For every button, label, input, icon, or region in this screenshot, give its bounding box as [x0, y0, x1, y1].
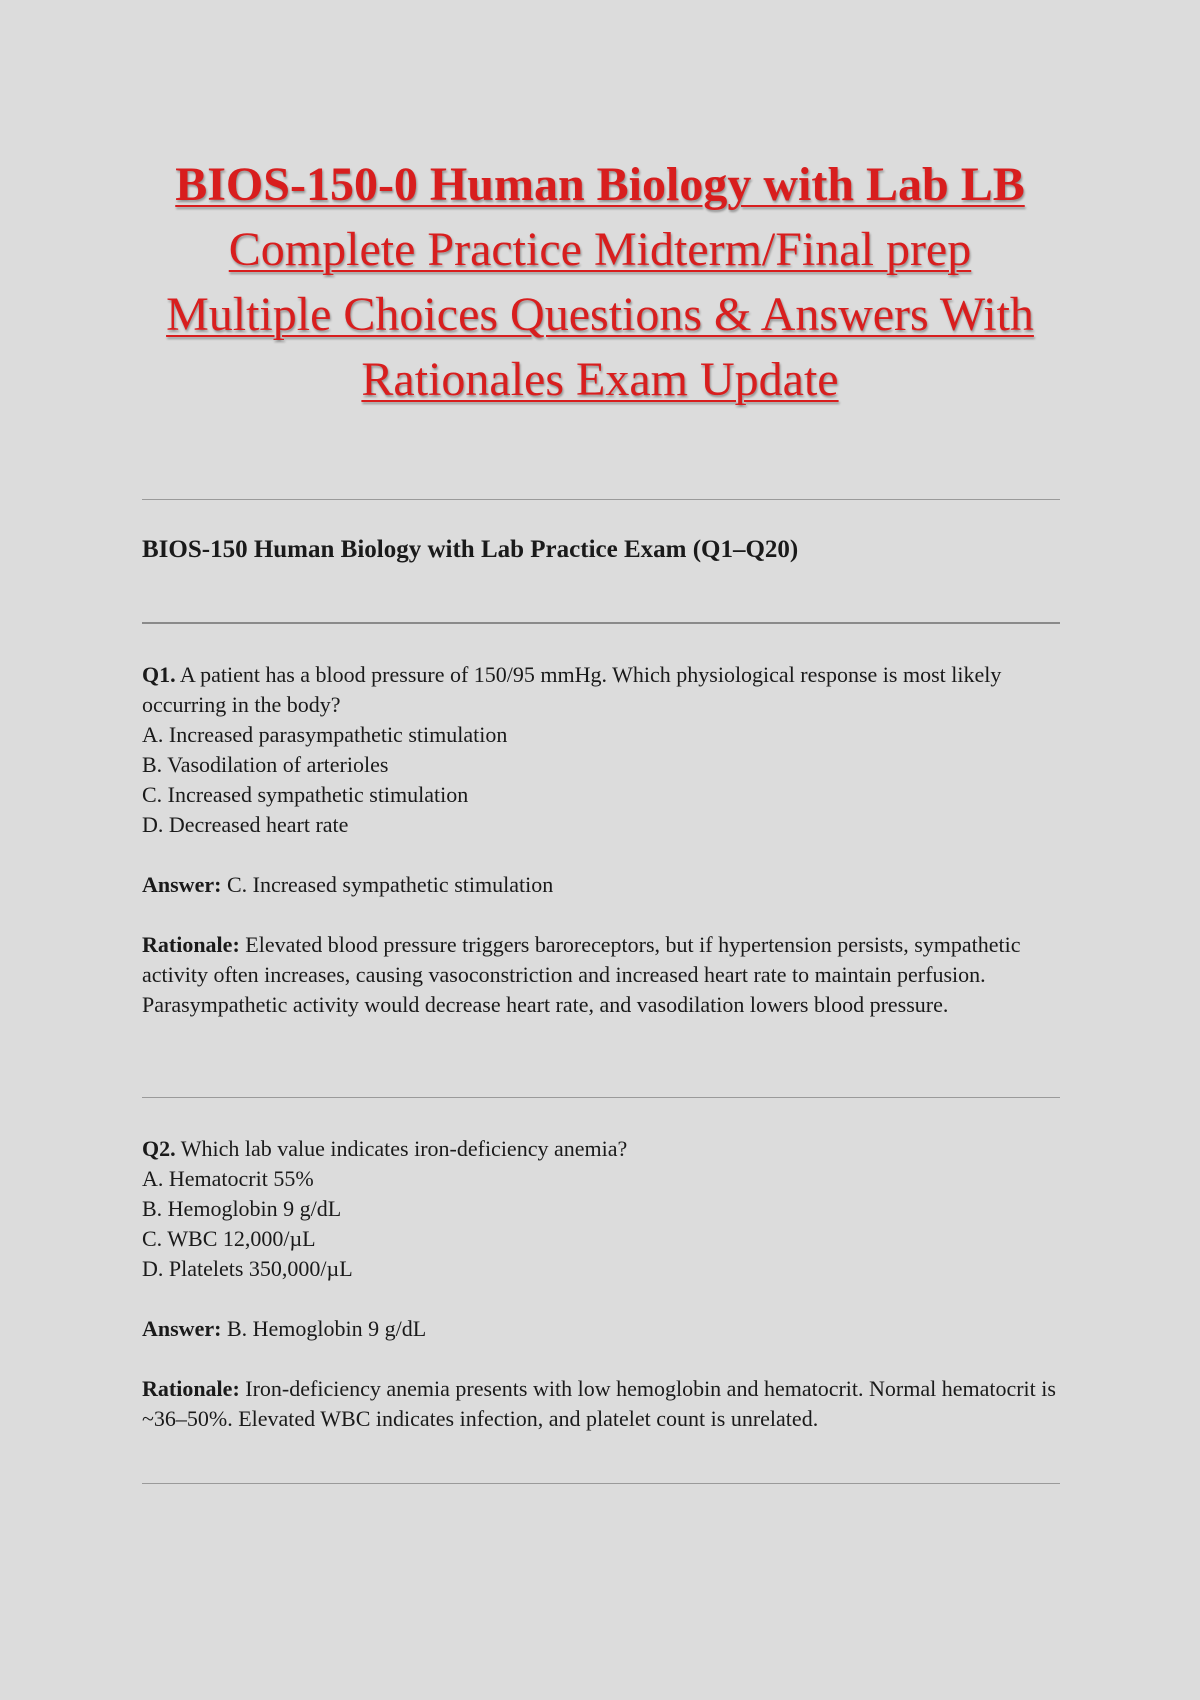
option-b: B. Hemoglobin 9 g/dL — [142, 1196, 342, 1221]
option-a: A. Hematocrit 55% — [142, 1166, 314, 1191]
rationale-line — [142, 1374, 1062, 1434]
answer-label: Answer: — [142, 872, 222, 897]
title-line-2: Complete Practice Midterm/Final prep — [228, 223, 972, 276]
divider — [142, 499, 1060, 500]
divider — [142, 1483, 1060, 1484]
document-title — [100, 152, 1100, 412]
rationale-label: Rationale: — [142, 1376, 240, 1401]
rationale-line — [142, 930, 1062, 1020]
option-c: C. Increased sympathetic stimulation — [142, 782, 469, 807]
answer-line — [142, 870, 1062, 900]
question-text — [142, 1134, 1062, 1164]
divider — [142, 622, 1060, 624]
question-stem: Which lab value indicates iron-deficiency anemia? — [180, 1136, 628, 1161]
question-stem: A patient has a blood pressure of 150/95 mmHg. Which physiological response is most likely occurring in the body? — [142, 662, 1002, 717]
question-number: Q2. — [142, 1136, 176, 1161]
title-line-1: BIOS-150-0 Human Biology with Lab LB — [175, 158, 1025, 211]
answer-label: Answer: — [142, 1316, 222, 1341]
divider — [142, 1097, 1060, 1098]
option-d: D. Decreased heart rate — [142, 812, 349, 837]
rationale-label: Rationale: — [142, 932, 240, 957]
section-heading: BIOS-150 Human Biology with Lab Practice Exam (Q1–Q20) — [142, 536, 799, 563]
option-c: C. WBC 12,000/µL — [142, 1226, 316, 1251]
title-line-4: Rationales Exam Update — [361, 353, 839, 406]
question-block-q1 — [142, 660, 1062, 1020]
question-block-q2 — [142, 1134, 1062, 1434]
rationale-text: Iron-deficiency anemia presents with low hemoglobin and hematocrit. Normal hematocrit is ~36–50%. Elevated WBC indicates infection, and platelet count is unrelated. — [142, 1376, 1056, 1431]
option-a: A. Increased parasympathetic stimulation — [142, 722, 508, 747]
answer-value: B. Hemoglobin 9 g/dL — [226, 1316, 427, 1341]
option-b: B. Vasodilation of arterioles — [142, 752, 389, 777]
title-line-3: Multiple Choices Questions & Answers With — [166, 288, 1034, 341]
option-d: D. Platelets 350,000/µL — [142, 1256, 353, 1281]
rationale-text: Elevated blood pressure triggers baroreceptors, but if hypertension persists, sympathetic activity often increases, causing vasoconstriction and increased heart rate to maintain perfusion. Parasympathetic activity would decrease heart rate, and vasodilation lowers blood pressure. — [142, 932, 1021, 1017]
question-number: Q1. — [142, 662, 176, 687]
answer-line — [142, 1314, 1062, 1344]
answer-value: C. Increased sympathetic stimulation — [226, 872, 554, 897]
question-text — [142, 660, 1062, 720]
